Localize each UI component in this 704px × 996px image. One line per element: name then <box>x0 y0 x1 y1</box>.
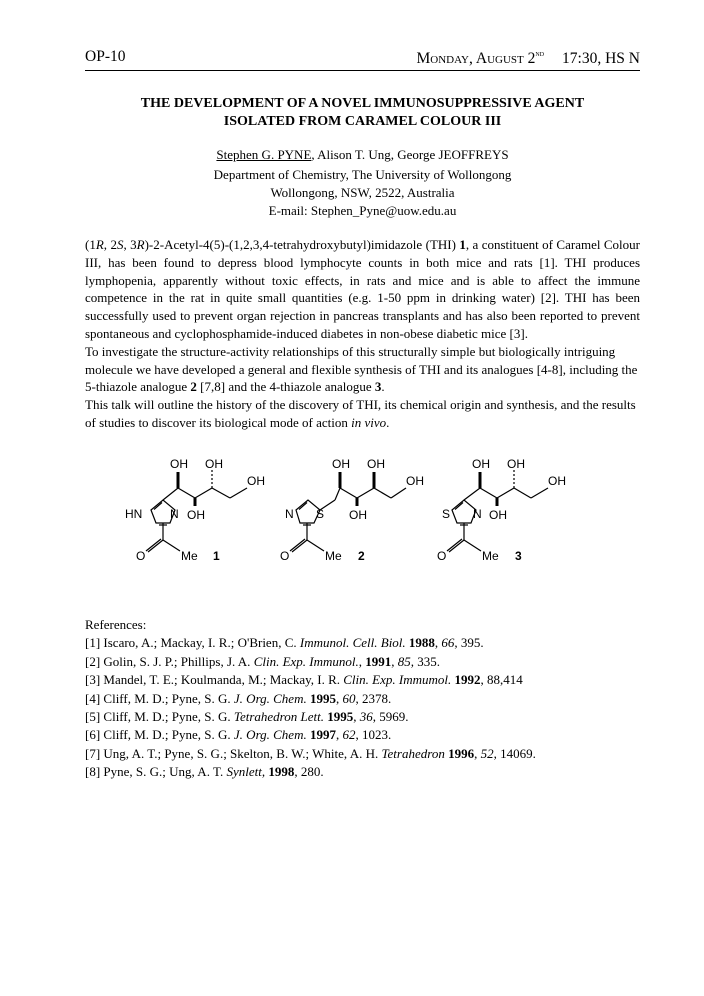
affiliation-line-2: Wollongong, NSW, 2522, Australia <box>270 185 455 200</box>
reference-vol: 52 <box>480 745 494 761</box>
nitrogen-label: N <box>170 507 179 521</box>
text: )-2-Acetyl-4(5)-(1,2,3,4-tetrahydroxybutyl)imidazole (THI) <box>144 237 460 252</box>
text: [7,8] and the 4-thiazole analogue <box>196 379 375 395</box>
page-header <box>85 46 640 71</box>
reference-year: 1996 <box>448 745 475 761</box>
reference-pre: [8] Pyne, S. G.; Ung, A. T. <box>85 764 227 780</box>
reference-journal: J. Org. Chem. <box>233 690 307 706</box>
session-time <box>417 48 641 68</box>
reference-journal: Clin. Exp. Immumol. <box>343 672 452 688</box>
sulfur-label: S <box>442 507 451 521</box>
reference-pre: [3] Mandel, T. E.; Koulmanda, M.; Mackay, I. R. <box>85 672 344 688</box>
reference-pre: [5] Cliff, M. D.; Pyne, S. G. <box>85 709 234 725</box>
reference-year: 1995 <box>327 709 354 725</box>
paper-title <box>85 95 640 131</box>
session-code: OP-10 <box>85 48 126 65</box>
methyl-label: Me <box>482 549 499 563</box>
text-italic: R <box>95 237 104 252</box>
reference-pre: [1] Iscaro, A.; Mackay, I. R.; O'Brien, C. <box>85 635 300 651</box>
reference-item <box>85 671 640 689</box>
references <box>85 616 640 782</box>
compound-number-label: 2 <box>358 549 365 563</box>
hydroxyl-label: OH <box>205 457 223 471</box>
affiliation <box>85 166 640 220</box>
abstract-paragraph-3 <box>85 396 640 432</box>
references-heading: References: <box>85 617 147 632</box>
oxygen-label: O <box>280 549 290 563</box>
text: This talk will outline the history of the discovery of THI, its chemical origin and synthesis, and the results of studies to discover its biological mode of action <box>85 397 636 430</box>
co-authors: , Alison T. Ung, George JEOFFREYS <box>311 147 509 162</box>
reference-sep: , <box>358 653 366 669</box>
nh-label: HN <box>125 507 143 521</box>
session-day-suffix: nd <box>535 48 545 58</box>
reference-rest: , 395. <box>454 635 484 651</box>
hydroxyl-label: OH <box>349 508 367 522</box>
abstract-paragraph-2 <box>85 343 640 396</box>
author-list <box>85 147 640 163</box>
text: (1 <box>85 237 96 252</box>
text: , 2 <box>103 237 117 252</box>
reference-rest: , 5969. <box>372 709 409 725</box>
session-clock: 17:30, HS N <box>562 50 640 67</box>
reference-c1: , <box>391 653 398 669</box>
hydroxyl-label: OH <box>332 457 350 471</box>
compound-number: 3 <box>374 379 382 395</box>
sulfur-label: S <box>316 507 325 521</box>
reference-pre: [4] Cliff, M. D.; Pyne, S. G. <box>85 690 234 706</box>
hydroxyl-label: OH <box>406 474 424 488</box>
hydroxyl-label: OH <box>367 457 385 471</box>
reference-c1: , <box>335 690 343 706</box>
reference-year: 1992 <box>454 672 481 688</box>
reference-year: 1998 <box>268 764 295 780</box>
reference-c1: , <box>474 745 481 761</box>
reference-year: 1997 <box>309 727 336 743</box>
text: . <box>381 379 385 395</box>
session-day: Monday, August 2 <box>416 50 536 67</box>
reference-vol: 66 <box>441 635 455 651</box>
structure-1 <box>125 457 265 563</box>
reference-list <box>85 634 640 781</box>
reference-journal: Clin. Exp. Immunol. <box>253 653 359 669</box>
reference-year: 1988 <box>408 635 435 651</box>
text: , a constituent of Caramel Colour III, has been found to depress blood lymphocyte counts in both mice and rats [1]. THI produces lymphopenia, apparently without toxic effects, in rats and mice and is able to affect the immune competence in the rat in quite small quantities (e.g. 1-50 ppm in drinking water) [2]. THI has been successfully used to prevent organ rejection in pancreas transplants and has also been reported to prevent spontaneous and cyclophosphamide-induced diabetes in non-obese diabetic mice [3]. <box>85 237 641 341</box>
compound-number: 1 <box>459 237 466 252</box>
reference-vol: 36 <box>359 709 373 725</box>
reference-year: 1995 <box>309 690 336 706</box>
hydroxyl-label: OH <box>187 508 205 522</box>
reference-c1: , <box>294 764 301 780</box>
text: , 3 <box>123 237 137 252</box>
reference-vol: 62 <box>342 727 356 743</box>
reference-item <box>85 708 640 726</box>
affiliation-email: E-mail: Stephen_Pyne@uow.edu.au <box>268 203 457 218</box>
hydroxyl-label: OH <box>548 474 566 488</box>
chemical-structures-figure <box>100 440 600 580</box>
reference-c1: , <box>353 709 360 725</box>
reference-year: 1991 <box>365 653 392 669</box>
reference-item <box>85 726 640 744</box>
text-italic: R <box>136 237 145 252</box>
hydroxyl-label: OH <box>472 457 490 471</box>
nitrogen-label: N <box>285 507 294 521</box>
abstract <box>85 236 640 432</box>
reference-vol: 60 <box>342 690 356 706</box>
reference-rest: , 1023. <box>355 727 392 743</box>
structures-svg <box>100 440 600 580</box>
reference-item <box>85 745 640 763</box>
reference-pre: [6] Cliff, M. D.; Pyne, S. G. <box>85 727 234 743</box>
reference-item <box>85 653 640 671</box>
reference-item <box>85 634 640 652</box>
methyl-label: Me <box>325 549 342 563</box>
reference-journal: Tetrahedron Lett. <box>233 709 324 725</box>
reference-rest: 280. <box>300 764 324 780</box>
compound-number-label: 1 <box>213 549 220 563</box>
reference-journal: J. Org. Chem. <box>233 727 307 743</box>
reference-c1: , <box>480 672 487 688</box>
text: To investigate the structure-activity relationships of this structurally simple but biologically intriguing molecule we have developed a general and flexible synthesis of THI and its analogues [4-8], including the 5-thiazole analogue <box>85 343 638 395</box>
reference-pre: [7] Ung, A. T.; Pyne, S. G.; Skelton, B. W.; White, A. H. <box>85 745 382 761</box>
methyl-label: Me <box>181 549 198 563</box>
reference-c1: , <box>335 727 343 743</box>
reference-pre: [2] Golin, S. J. P.; Phillips, J. A. <box>85 653 254 669</box>
hydroxyl-label: OH <box>170 457 188 471</box>
oxygen-label: O <box>437 549 447 563</box>
structure-3 <box>437 457 566 563</box>
presenting-author: Stephen G. PYNE <box>216 147 312 162</box>
nitrogen-label: N <box>473 507 482 521</box>
reference-c1: , <box>434 635 442 651</box>
text: . <box>386 414 390 430</box>
reference-item <box>85 690 640 708</box>
reference-rest: 335. <box>414 653 441 669</box>
text-italic: S <box>116 237 124 252</box>
affiliation-line-1: Department of Chemistry, The University of Wollongong <box>213 167 512 182</box>
reference-journal: Tetrahedron <box>381 745 445 761</box>
compound-number-label: 3 <box>515 549 522 563</box>
reference-rest: , 14069. <box>493 745 536 761</box>
reference-journal: Synlett, <box>226 764 266 780</box>
oxygen-label: O <box>136 549 146 563</box>
reference-journal: Immunol. Cell. Biol. <box>299 635 406 651</box>
abstract-paragraph-1 <box>85 236 640 343</box>
reference-rest: , 2378. <box>355 690 392 706</box>
title-line-1: THE DEVELOPMENT OF A NOVEL IMMUNOSUPPRESSIVE AGENT <box>140 96 585 111</box>
reference-rest: 88,414 <box>486 672 523 688</box>
title-line-2: ISOLATED FROM CARAMEL COLOUR III <box>223 114 502 129</box>
hydroxyl-label: OH <box>507 457 525 471</box>
compound-number: 2 <box>190 379 197 395</box>
text-italic: in vivo <box>351 414 387 430</box>
reference-vol: 85, <box>397 653 415 669</box>
structure-2 <box>280 457 424 563</box>
reference-item <box>85 763 640 781</box>
hydroxyl-label: OH <box>489 508 507 522</box>
hydroxyl-label: OH <box>247 474 265 488</box>
